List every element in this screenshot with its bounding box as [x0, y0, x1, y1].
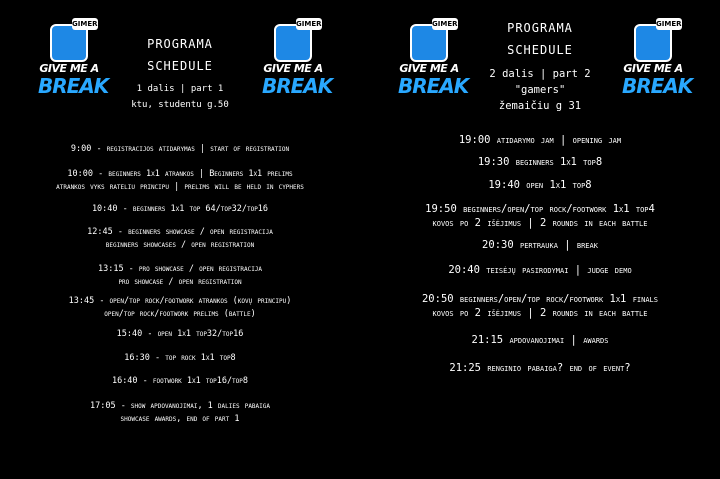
part1-item	[0, 352, 360, 365]
part1-item	[0, 295, 360, 321]
part2-item	[360, 263, 720, 277]
item-text: 20:40 teisėjų pasirodymai | judge demo	[448, 264, 632, 276]
part1-part: 1 dalis | part 1	[136, 84, 224, 94]
item-text: 21:15 apdovanojimai | awards	[471, 334, 609, 346]
item-text: atrankos vyks rateliu principu | prelims will be held in cyphers	[56, 182, 304, 192]
part2-item	[360, 178, 720, 192]
part2-item	[360, 361, 720, 375]
part2-item	[360, 133, 720, 147]
part2-subtitle: SCHEDULE	[507, 43, 573, 57]
part1-item	[0, 226, 360, 252]
part1-item	[0, 263, 360, 289]
logo-text-2: BREAK	[398, 74, 469, 98]
item-text: 21:25 renginio pabaiga? end of event?	[449, 362, 631, 374]
logo-text-1: GIVE ME A	[263, 62, 323, 75]
part2-item	[360, 292, 720, 320]
logo-right-1	[262, 18, 333, 106]
item-text: 20:30 pertrauka | break	[482, 239, 598, 251]
logo-badge: GIMERS	[72, 20, 103, 28]
item-text: 10:40 - beginners 1x1 top 64/top32/top16	[91, 204, 269, 214]
part1-item	[0, 375, 360, 388]
part2-item	[360, 202, 720, 230]
item-text: 19:50 beginners/open/top rock/footwork 1x1 top4	[425, 203, 655, 215]
part1-title: PROGRAMA	[147, 37, 213, 51]
item-text: kovos po 2 išėjimus | 2 rounds in each battle	[432, 307, 648, 319]
part1-item	[0, 143, 360, 156]
logo-right-2	[622, 18, 693, 106]
item-text: 19:40 open 1x1 top8	[488, 179, 592, 191]
logo-left-1	[38, 18, 109, 106]
part2-name: "gamers"	[514, 84, 566, 96]
logo-text-1: GIVE ME A	[399, 62, 459, 75]
logo-text-2: BREAK	[622, 74, 693, 98]
item-text: beginners showcases / open registration	[105, 240, 255, 250]
logo-badge: GIMERS	[296, 20, 327, 28]
part2-part: 2 dalis | part 2	[489, 68, 591, 80]
item-text: 19:30 beginners 1x1 top8	[477, 156, 603, 168]
part2-item	[360, 238, 720, 252]
logo-text-2: BREAK	[262, 74, 333, 98]
part2-header	[470, 20, 610, 113]
logo-left-2	[398, 18, 469, 106]
part2-column	[360, 0, 720, 479]
part1-item	[0, 168, 360, 194]
part1-item	[0, 203, 360, 216]
logo-text-1: GIVE ME A	[623, 62, 683, 75]
item-text: 16:30 - top rock 1x1 top8	[124, 353, 236, 363]
item-text: open/top rock/footwork prelims (battle)	[104, 309, 256, 319]
part2-item	[360, 333, 720, 347]
item-text: 20:50 beginners/open/top rock/footwork 1x1 finals	[421, 293, 658, 305]
part1-subtitle: SCHEDULE	[147, 59, 213, 73]
part2-title: PROGRAMA	[507, 21, 573, 35]
item-text: pro showcase / open registration	[118, 277, 242, 287]
part1-venue: ktu, studentu g.50	[131, 100, 229, 110]
logo-text-2: BREAK	[38, 74, 109, 98]
item-text: 9:00 - registracijos atidarymas | start of registration	[70, 144, 290, 154]
part2-venue: žemaičiu g 31	[498, 100, 582, 112]
logo-text-1: GIVE ME A	[39, 62, 99, 75]
item-text: kovos po 2 išėjimus | 2 rounds in each battle	[432, 217, 648, 229]
logo-badge: GIMERS	[656, 20, 687, 28]
item-text: 15:40 - open 1x1 top32/top16	[116, 329, 244, 339]
item-text: 13:45 - open/top rock/footwork atrankos (kovų principu)	[68, 296, 292, 306]
item-text: 13:15 - pro showcase / open registracija	[97, 264, 263, 274]
item-text: showcase awards, end of part 1	[120, 414, 240, 424]
part1-item	[0, 400, 360, 426]
item-text: 16:40 - footwork 1x1 top16/top8	[111, 376, 249, 386]
logo-badge: GIMERS	[432, 20, 463, 28]
item-text: 19:00 atidarymo jam | opening jam	[458, 134, 622, 146]
item-text: 17:05 - show apdovanojimai, 1 dalies pabaiga	[89, 401, 270, 411]
part2-item	[360, 155, 720, 169]
item-text: 10:00 - beginners 1x1 atrankos | Beginners 1x1 prelims	[67, 169, 293, 179]
item-text: 12:45 - beginners showcase / open registracija	[87, 227, 273, 237]
part1-header	[110, 36, 250, 112]
part1-item	[0, 328, 360, 341]
